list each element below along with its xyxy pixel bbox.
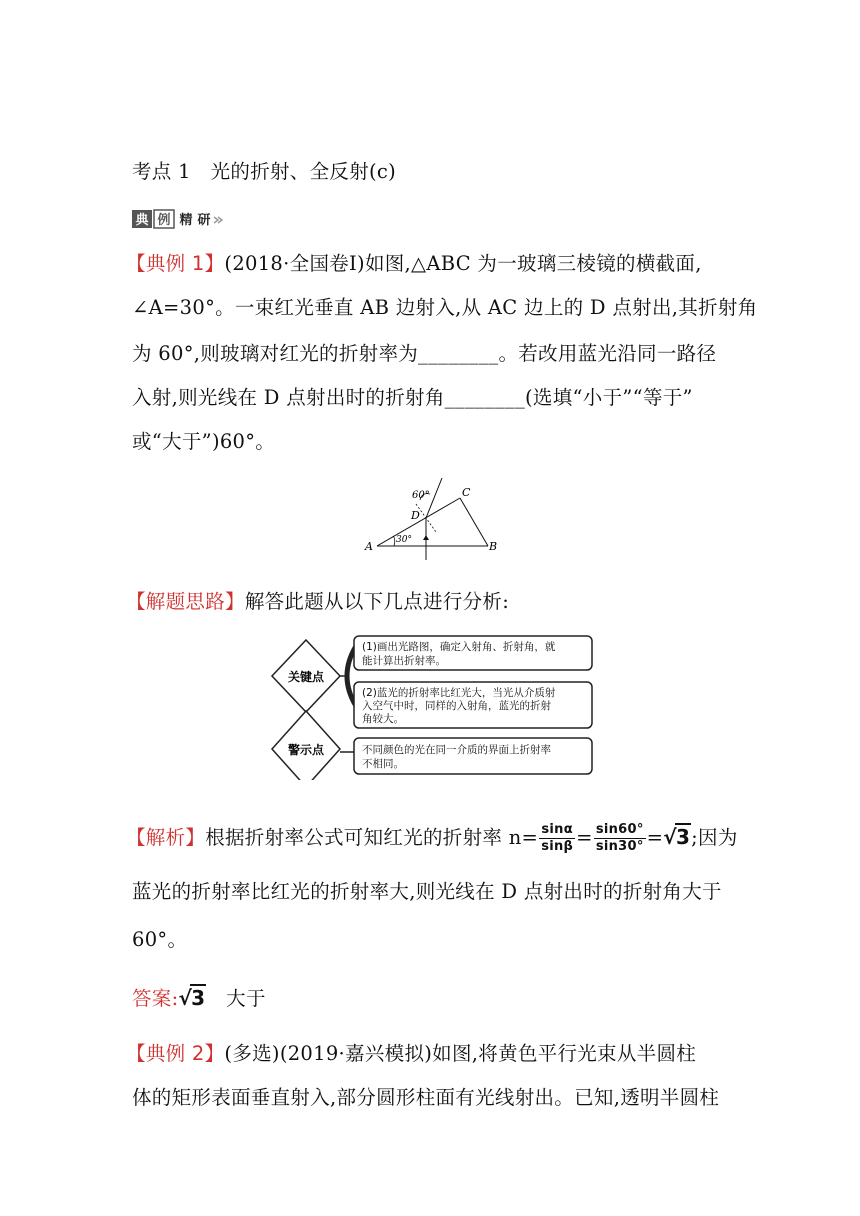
key-points-diagram [266,634,596,780]
warn-line1: 不同颜色的光在同一介质的界面上折射率 [362,744,551,756]
answer-label: 答案: [132,987,179,1010]
section-title: 考点 1 光的折射、全反射(c) [132,160,397,183]
example1-line5: 或“大于”)60°。 [132,430,276,453]
example1-line3: 为 60°,则玻璃对红光的折射率为________。若改用蓝光沿同一路径 [132,342,717,365]
analysis-text-after: ;因为 [691,826,738,849]
example1-line1 [126,250,702,278]
label-angle-60: 60° [412,490,430,501]
example-study-tag [132,208,224,230]
key2-line2: 入空气中时，同样的入射角，蓝光的折射 [362,700,551,712]
key-label: 关键点 [287,670,325,684]
example1-line4: 入射,则光线在 D 点射出时的折射角________(选填“小于”“等于” [132,386,693,409]
label-vertex-c: C [462,486,471,499]
example1-text1: (2018·全国卷Ⅰ)如图,△ABC 为一玻璃三棱镜的横截面, [224,252,702,275]
prism-figure [360,474,510,564]
svg-text:例: 例 [157,213,171,228]
thinking-line [126,588,509,616]
analysis-line2: 蓝光的折射率比红光的折射率大,则光线在 D 点射出时的折射角大于 [132,880,722,903]
example2-tag: 【典例 2】 [126,1042,225,1065]
example2-line2: 体的矩形表面垂直射入,部分圆形柱面有光线射出。已知,透明半圆柱 [132,1086,720,1109]
label-point-d: D [411,509,420,522]
fraction-sin-alpha-beta: $\frac{\sin\alpha}{\sin\beta}$ [541,822,574,854]
key1-line2: 能计算出折射率。 [362,655,446,667]
fraction-sin60-sin30: $\frac{\sin 60^\circ}{\sin 30^\circ}$ [595,822,644,854]
thinking-text: 解答此题从以下几点进行分析: [244,590,510,613]
analysis-line1: 【解析】根据折射率公式可知红光的折射率 n= $\frac{\sin\alpha}{\sin\beta}$ = $\frac{\sin 60^\circ}{\sin 30^\circ}$ =√3;因为 [126,822,738,854]
warn-line2: 不相同。 [362,758,404,770]
thinking-tag: 【解题思路】 [126,590,245,613]
answer-line [132,984,266,1013]
example2-text1: (多选)(2019·嘉兴模拟)如图,将黄色平行光束从半圆柱 [224,1042,697,1065]
sqrt-3-analysis: √3 [663,825,691,849]
sqrt-3-answer: √3 [178,986,206,1010]
analysis-tag: 【解析】 [126,826,206,849]
label-angle-30: 30° [396,535,412,545]
example1-tag: 【典例 1】 [126,252,225,275]
key1-line1: (1)画出光路图，确定入射角、折射角，就 [362,641,556,653]
analysis-text: 根据折射率公式可知红光的折射率 n= [205,826,539,849]
analysis-line3: 60°。 [132,928,188,951]
warn-label: 警示点 [287,743,325,757]
label-vertex-a: A [365,540,373,553]
example2-line1 [126,1040,696,1068]
label-vertex-b: B [489,540,498,553]
svg-text:精: 精 [179,213,193,228]
example1-line2: ∠A=30°。一束红光垂直 AB 边射入,从 AC 边上的 D 点射出,其折射角 [132,296,758,319]
key2-line1: (2)蓝光的折射率比红光大，当光从介质射 [362,687,556,699]
svg-text:研: 研 [197,213,211,228]
key2-line3: 角较大。 [362,713,404,725]
answer-text: 大于 [206,987,266,1010]
svg-text:典: 典 [135,213,149,228]
